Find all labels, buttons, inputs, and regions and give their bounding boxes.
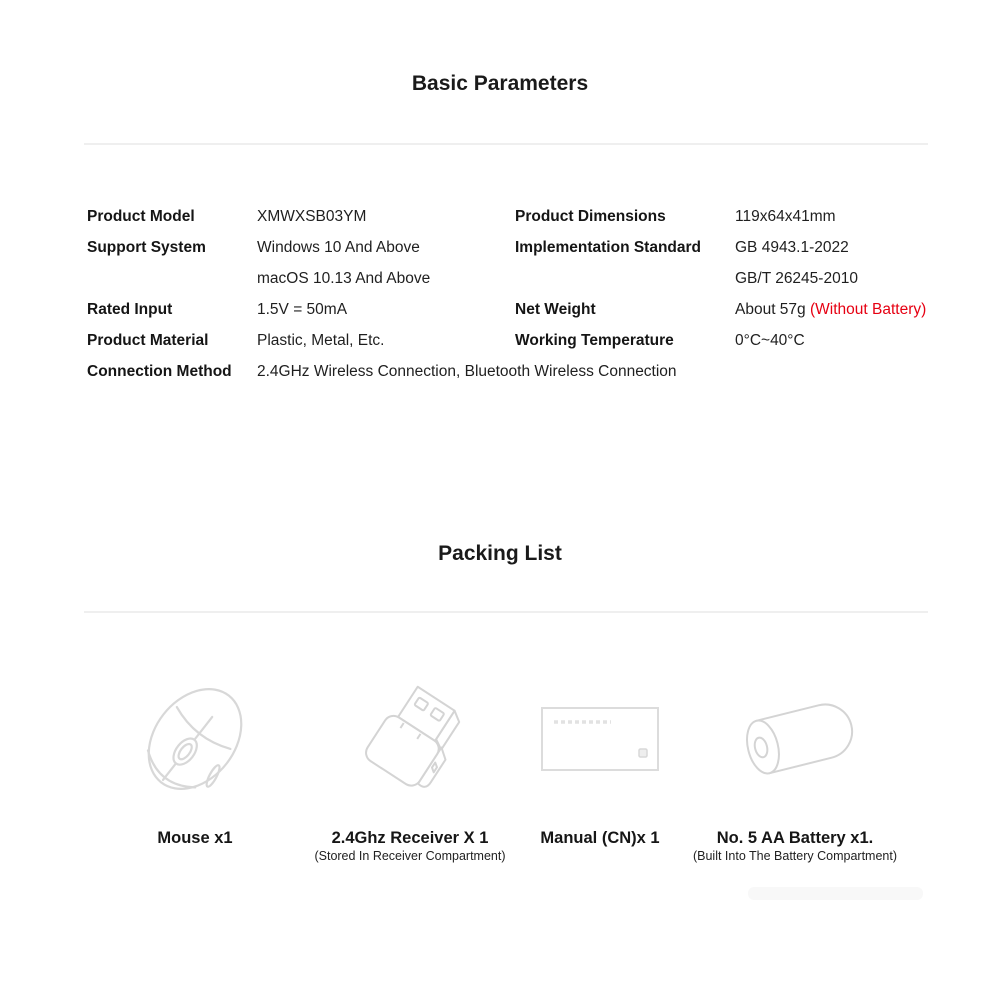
param-label: Implementation Standard: [515, 239, 702, 256]
net-weight-text: About 57g: [735, 301, 810, 318]
param-label: Product Dimensions: [515, 208, 666, 225]
net-weight-highlight: (Without Battery): [809, 301, 927, 318]
packing-list-title: Packing List: [438, 542, 562, 565]
param-label: [515, 263, 735, 294]
divider: [84, 143, 928, 145]
watermark: [748, 887, 923, 900]
param-value: 119x64x41mm: [735, 208, 836, 225]
packing-item-manual: [505, 683, 695, 849]
manual-icon: [525, 683, 675, 795]
param-value: GB 4943.1-2022: [735, 239, 849, 256]
packing-item-label: 2.4Ghz Receiver X 1: [331, 829, 489, 847]
param-label: Connection Method: [87, 363, 232, 380]
param-label: Rated Input: [87, 301, 173, 318]
packing-item-label: No. 5 AA Battery x1.: [716, 829, 874, 847]
param-label: Working Temperature: [515, 332, 674, 349]
usb-receiver-icon: [340, 683, 480, 795]
param-value: XMWXSB03YM: [257, 208, 367, 225]
param-value: 0°C~40°C: [735, 332, 805, 349]
basic-parameters-title: Basic Parameters: [411, 72, 589, 95]
param-label: [87, 263, 257, 294]
packing-item-sublabel: (Built Into The Battery Compartment): [692, 849, 898, 863]
param-value-net-weight: [735, 294, 932, 325]
battery-icon: [720, 683, 870, 795]
packing-item-label: Mouse x1: [157, 829, 233, 847]
param-label: Support System: [87, 239, 206, 256]
param-value: GB/T 26245-2010: [735, 270, 858, 287]
param-label: Product Material: [87, 332, 209, 349]
packing-item-mouse: [85, 683, 305, 849]
param-value: Plastic, Metal, Etc.: [257, 332, 385, 349]
param-value: Windows 10 And Above: [257, 239, 420, 256]
parameters-table: [87, 201, 932, 387]
param-value: 1.5V = 50mA: [257, 301, 348, 318]
packing-item-label: Manual (CN)x 1: [540, 829, 660, 847]
param-label: Net Weight: [515, 301, 596, 318]
packing-item-battery: [676, 683, 914, 864]
mouse-icon: [115, 683, 275, 795]
param-value: macOS 10.13 And Above: [257, 270, 431, 287]
packing-item-receiver: [297, 683, 523, 864]
divider: [84, 611, 928, 613]
param-value: 2.4GHz Wireless Connection, Bluetooth Wireless Connection: [257, 363, 677, 380]
packing-item-sublabel: (Stored In Receiver Compartment): [314, 849, 506, 863]
param-label: Product Model: [87, 208, 195, 225]
